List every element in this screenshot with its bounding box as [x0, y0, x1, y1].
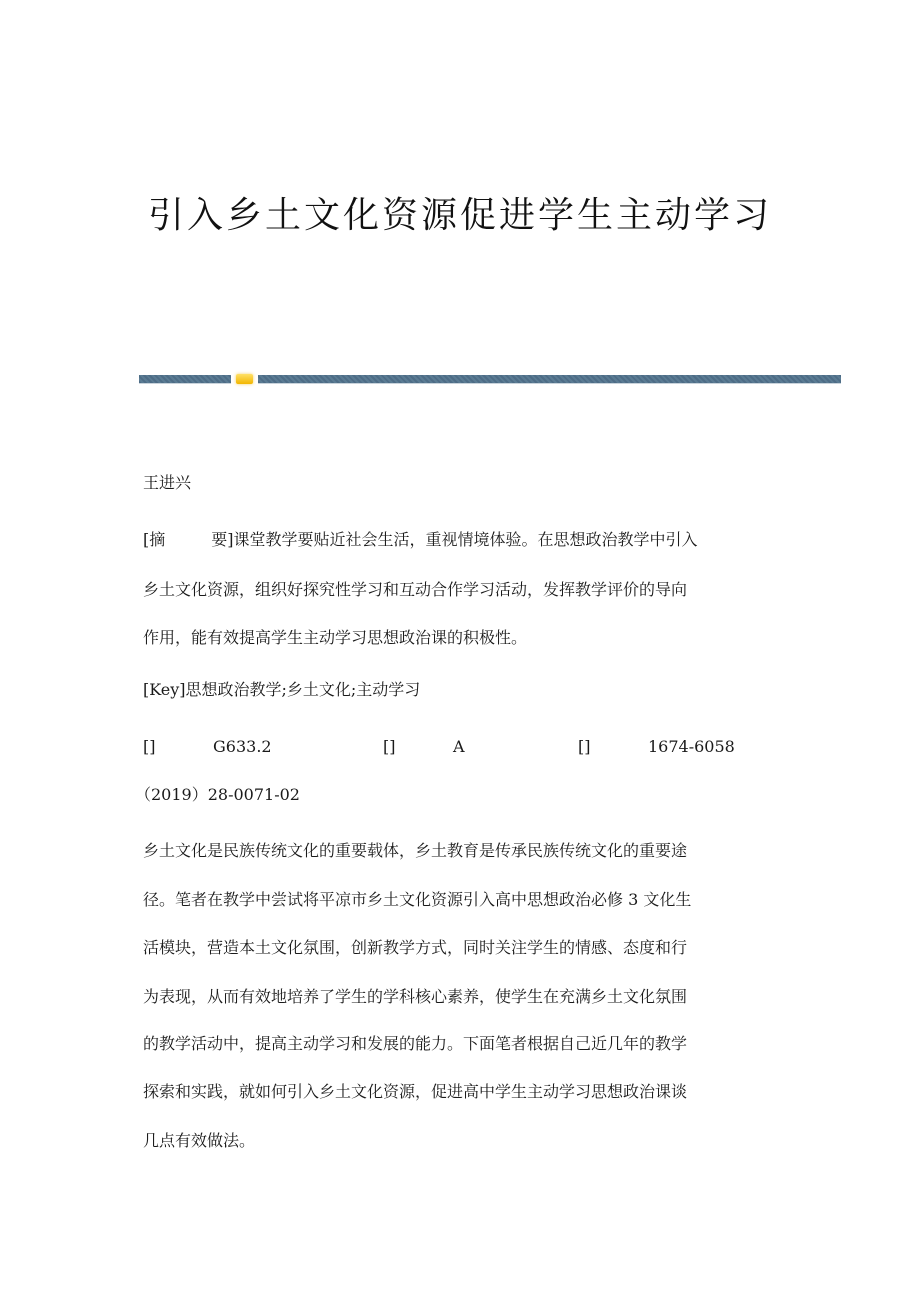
article-id: （2019）28-0071-02: [135, 785, 300, 804]
body-line-6: 探索和实践，就如何引入乡土文化资源，促进高中学生主动学习思想政治课谈: [143, 1082, 688, 1101]
divider-bar-left: [139, 375, 231, 384]
divider-bar-right: [258, 375, 841, 384]
doc-code: A: [453, 737, 465, 756]
body-line-7: 几点有效做法。: [143, 1131, 256, 1150]
body-line-2: 径。笔者在教学中尝试将平凉市乡土文化资源引入高中思想政治必修 3 文化生: [143, 890, 692, 909]
abstract-label-open: [摘: [143, 530, 166, 549]
body-line-4: 为表现，从而有效地培养了学生的学科核心素养，使学生在充满乡土文化氛围: [143, 987, 688, 1006]
abstract-line-2: 乡土文化资源，组织好探究性学习和互动合作学习活动，发挥教学评价的导向: [143, 580, 688, 599]
abstract-label-close: 要]: [211, 530, 234, 549]
abstract-line-3: 作用，能有效提高学生主动学习思想政治课的积极性。: [143, 628, 528, 647]
issn-bracket: []: [578, 737, 591, 756]
abstract-line-1: [143, 529, 698, 551]
doc-code-bracket: []: [383, 737, 396, 756]
abstract-text-1: 课堂教学要贴近社会生活，重视情境体验。在思想政治教学中引入: [233, 530, 698, 549]
title-divider: [139, 375, 841, 384]
body-line-3: 活模块，营造本土文化氛围，创新教学方式，同时关注学生的情感、态度和行: [143, 938, 688, 957]
author-name: 王进兴: [143, 473, 192, 492]
body-line-5: 的教学活动中，提高主动学习和发展的能力。下面笔者根据自己近几年的教学: [143, 1034, 688, 1053]
document-title: 引入乡土文化资源促进学生主动学习: [147, 195, 772, 236]
issn: 1674-6058: [648, 737, 735, 756]
clc-number: G633.2: [213, 737, 272, 756]
clc-bracket: []: [143, 737, 156, 756]
body-line-1: 乡土文化是民族传统文化的重要载体，乡土教育是传承民族传统文化的重要途: [143, 841, 688, 860]
keywords: [Key]思想政治教学;乡土文化;主动学习: [143, 680, 421, 699]
divider-ornament-icon: [236, 374, 253, 384]
